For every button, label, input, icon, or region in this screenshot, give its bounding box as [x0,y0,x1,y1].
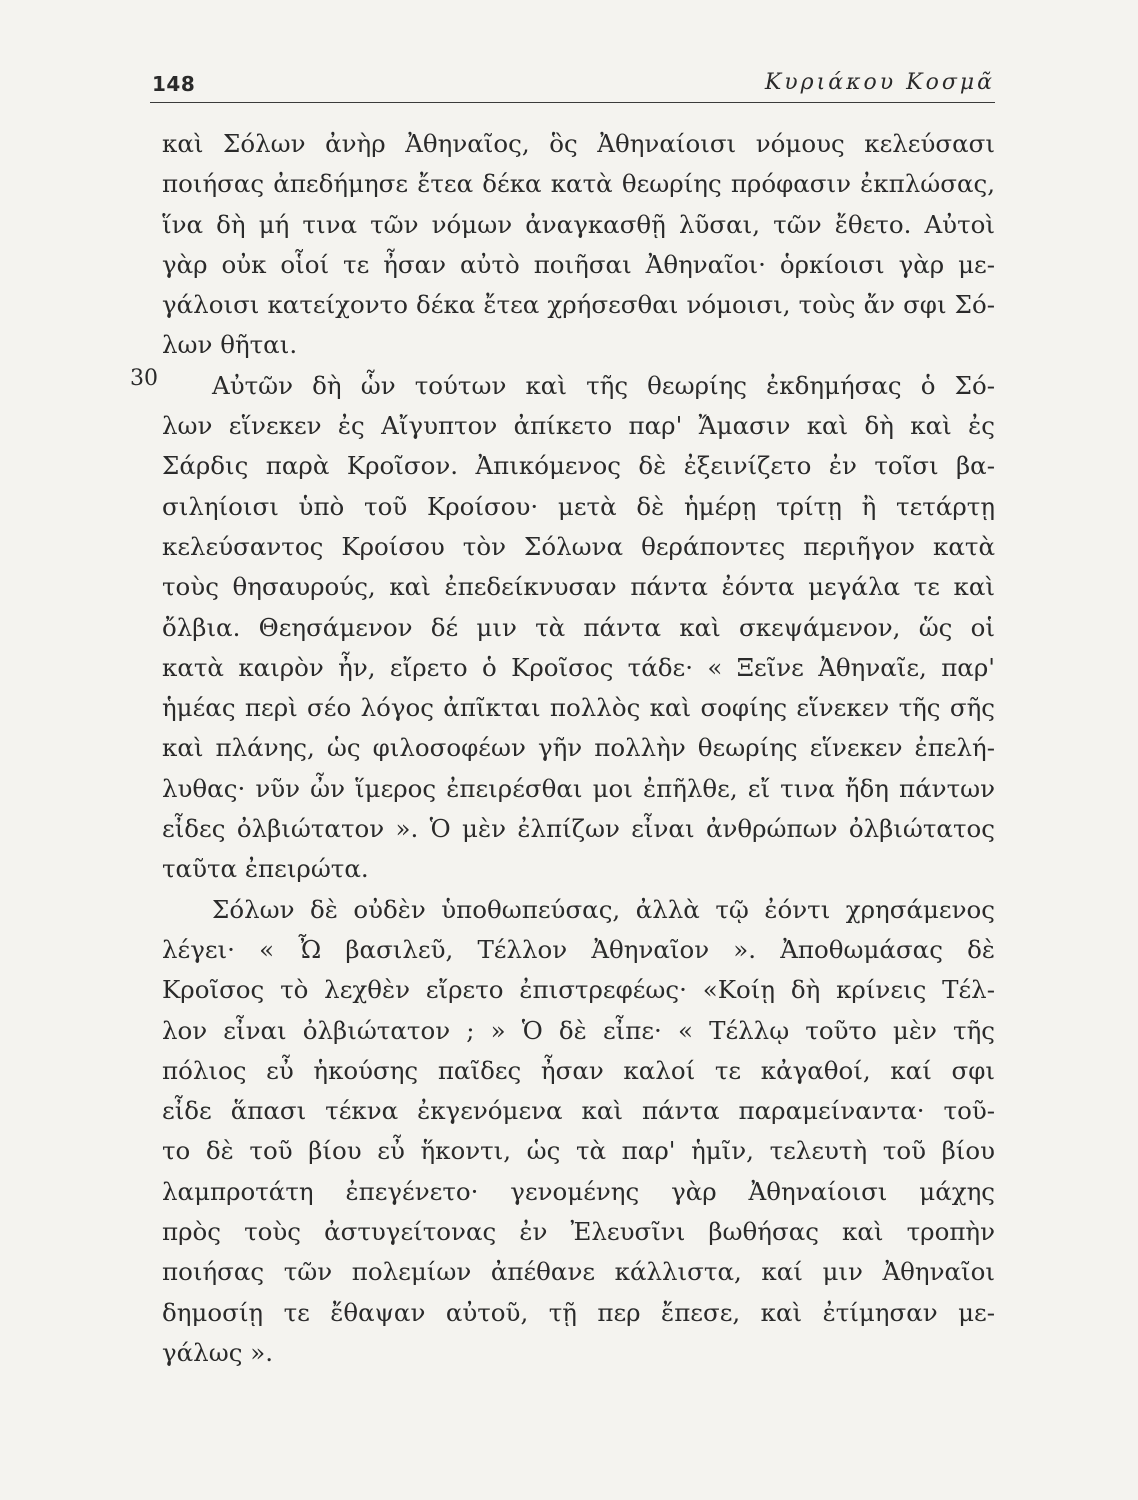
text-line: γάλως ». [162,1337,273,1367]
text-line: λέγει· « Ὦ βασιλεῦ, Τέλλον Ἀθηναῖον ». Ἀποθωμάσας δὲ [162,934,995,964]
text-line: καὶ Σόλων ἀνὴρ Ἀθηναῖος, ὃς Ἀθηναίοισι νόμους κελεύσασι [162,129,995,158]
text-line: Σάρδις παρὰ Κροῖσον. Ἀπικόμενος δὲ ἐξεινίζετο ἐν τοῖσι βα- [162,451,995,481]
text-line: γάλοισι κατείχοντο δέκα ἔτεα χρήσεσθαι νόμοισι, τοὺς ἄν σφι Σό- [162,290,995,320]
text-line: εἶδες ὀλβιώτατον ». Ὁ μὲν ἐλπίζων εἶναι ἀνθρώπων ὀλβιώτατος [162,814,995,844]
text-line: γὰρ οὐκ οἷοί τε ἦσαν αὐτὸ ποιῆσαι Ἀθηναῖοι· ὁρκίοισι γὰρ με- [162,249,995,279]
text-line: δημοσίῃ τε ἔθαψαν αὐτοῦ, τῇ περ ἔπεσε, καὶ ἐτίμησαν με- [162,1297,995,1327]
text-line: κελεύσαντος Κροίσου τὸν Σόλωνα θεράποντες περιῆγον κατὰ [162,531,995,561]
text-line: ἡμέας περὶ σέο λόγος ἀπῖκται πολλὸς καὶ σοφίης εἵνεκεν τῆς σῆς [162,693,995,723]
text-line: ποιήσας τῶν πολεμίων ἀπέθανε κάλλιστα, καί μιν Ἀθηναῖοι [162,1257,995,1287]
text-line: πρὸς τοὺς ἀστυγείτονας ἐν Ἐλευσῖνι βωθήσας καὶ τροπὴν [162,1217,995,1247]
text-line: ἵνα δὴ μή τινα τῶν νόμων ἀναγκασθῇ λῦσαι, τῶν ἔθετο. Αὐτοὶ [162,209,995,239]
text-line: λον εἶναι ὀλβιώτατον ; » Ὁ δὲ εἶπε· « Τέλλῳ τοῦτο μὲν τῆς [162,1015,995,1045]
text-line: λων θῆται. [162,330,298,360]
text-line: λων εἵνεκεν ἐς Αἴγυπτον ἀπίκετο παρ' Ἄμασιν καὶ δὴ καὶ ἐς [162,411,995,441]
text-line: κατὰ καιρὸν ἦν, εἴρετο ὁ Κροῖσος τάδε· « Ξεῖνε Ἀθηναῖε, παρ' [162,652,995,682]
text-line: λαμπροτάτη ἐπεγένετο· γενομένης γὰρ Ἀθηναίοισι μάχης [162,1176,995,1206]
numbered-line [130,365,995,406]
text-line: τοὺς θησαυρούς, καὶ ἐπεδείκνυσαν πάντα ἐόντα μεγάλα τε καὶ [162,572,995,602]
text-line: εἶδε ἅπασι τέκνα ἐκγενόμενα καὶ πάντα παραμείναντα· τοῦ- [162,1096,995,1126]
text-line: λυθας· νῦν ὦν ἵμερος ἐπειρέσθαι μοι ἐπῆλθε, εἴ τινα ἤδη πάντων [162,773,995,803]
text-line: ταῦτα ἐπειρώτα. [162,854,369,884]
running-head: Κυριάκου Κοσμᾶ [764,70,995,95]
text-line: Σόλων δὲ οὐδὲν ὑποθωπεύσας, ἀλλὰ τῷ ἐόντι χρησάμενος [212,894,995,924]
page-number: 148 [152,72,196,96]
text-line: Αὐτῶν δὴ ὧν τούτων καὶ τῆς θεωρίης ἐκδημήσας ὁ Σό- [212,370,995,400]
text-line: πόλιος εὖ ἡκούσης παῖδες ἦσαν καλοί τε κἀγαθοί, καί σφι [162,1055,995,1085]
body-text [130,124,995,1373]
text-line: ποιήσας ἀπεδήμησε ἔτεα δέκα κατὰ θεωρίης πρόφασιν ἐκπλώσας, [162,169,995,199]
text-line: σιληίοισι ὑπὸ τοῦ Κροίσου· μετὰ δὲ ἡμέρῃ τρίτῃ ἢ τετάρτῃ [162,491,995,521]
text-line: ὄλβια. Θεησάμενον δέ μιν τὰ πάντα καὶ σκεψάμενον, ὥς οἱ [162,612,995,642]
page-header [150,68,995,103]
margin-line-number: 30 [130,365,158,391]
text-line: το δὲ τοῦ βίου εὖ ἥκοντι, ὡς τὰ παρ' ἡμῖν, τελευτὴ τοῦ βίου [162,1136,995,1166]
text-line: Κροῖσος τὸ λεχθὲν εἴρετο ἐπιστρεφέως· «Κοίῃ δὴ κρίνεις Τέλ- [162,975,995,1005]
text-line: καὶ πλάνης, ὡς φιλοσοφέων γῆν πολλὴν θεωρίης εἵνεκεν ἐπελή- [162,733,995,763]
